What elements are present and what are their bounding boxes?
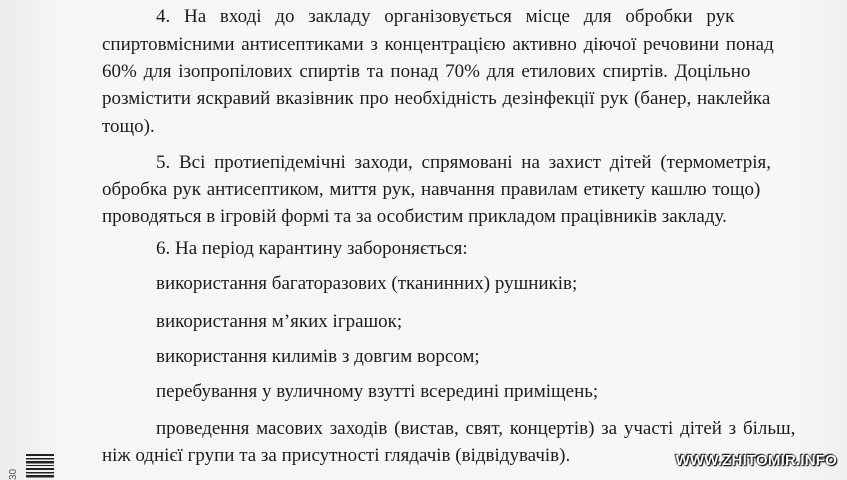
- text-line: 6. На період карантину забороняється:: [156, 238, 468, 259]
- text-line: 4. На вході до закладу організовується місце для обробки рук: [156, 6, 735, 27]
- text-line: перебування у вуличному взутті всередині приміщень;: [156, 381, 599, 402]
- margin-page-number: 30: [8, 468, 19, 480]
- text-line: проведення масових заходів (вистав, свят, концертів) за участі дітей з більш,: [156, 418, 796, 439]
- text-line: використання багаторазових (тканинних) рушників;: [156, 273, 578, 294]
- text-line: 5. Всі протиепідемічні заходи, спрямовані на захист дітей (термометрія,: [156, 152, 772, 173]
- text-line: використання килимів з довгим ворсом;: [156, 346, 480, 367]
- text-line: розмістити яскравий вказівник про необхідність дезінфекції рук (банер, наклейка: [102, 88, 771, 109]
- text-line: обробка рук антисептиком, миття рук, навчання правилам етикету кашлю тощо): [102, 179, 761, 200]
- text-line: ніж однієї групи та за присутності глядачів (відвідувачів).: [102, 445, 571, 466]
- text-line: спиртовмісними антисептиками з концентрацією активно діючої речовини понад: [102, 34, 774, 55]
- text-line: 60% для ізопропілових спиртів та понад 70% для етилових спиртів. Доцільно: [102, 61, 751, 82]
- site-watermark: WWW.ZHITOMIR.INFO: [675, 452, 837, 469]
- barcode-icon: [24, 452, 56, 480]
- text-line: проводяться в ігровій формі та за особистим прикладом працівників закладу.: [102, 206, 727, 227]
- text-line: використання м’яких іграшок;: [156, 311, 403, 332]
- text-line: тощо).: [102, 116, 155, 137]
